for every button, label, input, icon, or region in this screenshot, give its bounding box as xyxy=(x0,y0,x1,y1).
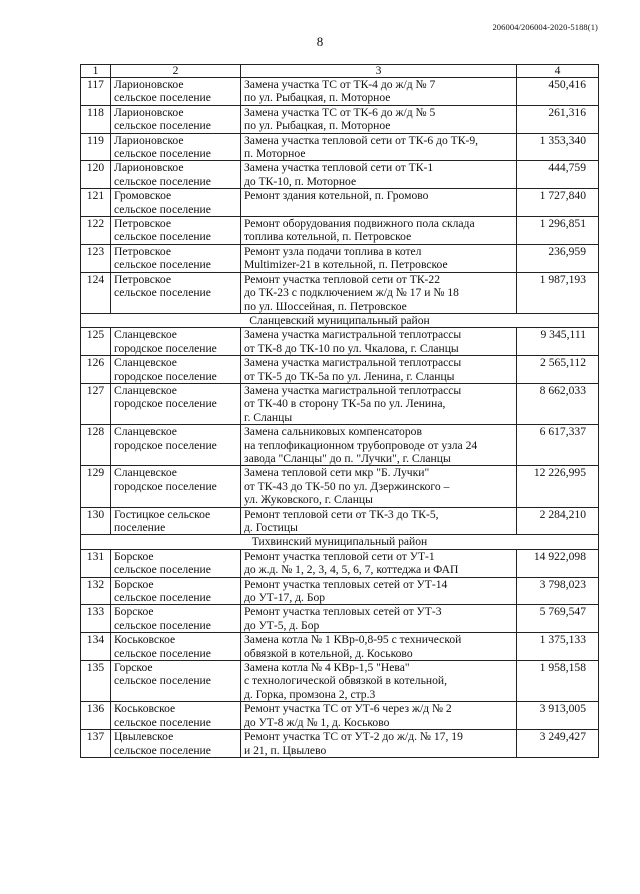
cell-line: сельское поселение xyxy=(114,646,211,660)
work-description-cell xyxy=(241,466,517,507)
cell-line: Ремонт участка ТС от УТ-6 через ж/д № 2 xyxy=(244,702,452,716)
cell-line: от ТК-43 до ТК-50 по ул. Дзержинского – xyxy=(244,479,450,493)
cell-line: городское поселение xyxy=(114,341,217,355)
settlement-cell xyxy=(111,605,241,633)
settlement-cell xyxy=(111,272,241,313)
header-col-3: 3 xyxy=(241,65,517,78)
cell-line: Ремонт узла подачи топлива в котел xyxy=(244,244,422,258)
row-number: 135 xyxy=(81,661,111,702)
cell-line: сельское поселение xyxy=(114,618,211,632)
cell-line: Ремонт здания котельной, п. Громово xyxy=(244,189,429,203)
row-number: 124 xyxy=(81,272,111,313)
row-number: 136 xyxy=(81,702,111,730)
cell-line: ул. Жуковского, г. Сланцы xyxy=(244,493,373,507)
cell-line: Замена сальниковых компенсаторов xyxy=(244,425,422,439)
cell-line: на теплофикационном трубопроводе от узла 24 xyxy=(244,438,478,452)
work-description-cell xyxy=(241,328,517,356)
row-number: 133 xyxy=(81,605,111,633)
cell-line: Замена участка ТС от ТК-4 до ж/д № 7 xyxy=(244,78,436,91)
amount-cell: 450,416 xyxy=(517,78,599,106)
cell-line: Замена котла № 1 КВр-0,8-95 с технической xyxy=(244,633,462,647)
cell-line: до ж.д. № 1, 2, 3, 4, 5, 6, 7, коттеджа и ФАП xyxy=(244,563,459,577)
cell-line: сельское поселение xyxy=(114,674,211,688)
cell-line: Громовское xyxy=(114,189,172,203)
cell-line: Борское xyxy=(114,577,154,591)
settlement-cell xyxy=(111,244,241,272)
row-number: 129 xyxy=(81,466,111,507)
settlement-cell xyxy=(111,702,241,730)
work-description-cell xyxy=(241,272,517,313)
cell-line: Петровское xyxy=(114,272,172,286)
table-row xyxy=(81,78,599,106)
cell-line: Ремонт участка тепловых сетей от УТ-3 xyxy=(244,605,442,619)
table-row xyxy=(81,661,599,702)
amount-cell: 3 249,427 xyxy=(517,730,599,758)
row-number: 127 xyxy=(81,383,111,424)
amount-cell: 2 284,210 xyxy=(517,507,599,535)
page-number: 8 xyxy=(316,34,324,49)
row-number: 121 xyxy=(81,189,111,217)
cell-line: до УТ-5, д. Бор xyxy=(244,618,320,632)
row-number: 130 xyxy=(81,507,111,535)
settlement-cell xyxy=(111,328,241,356)
row-number: 134 xyxy=(81,633,111,661)
document-id: 206004/206004-2020-5188(1) xyxy=(492,22,598,32)
work-description-cell xyxy=(241,730,517,758)
table-row xyxy=(81,217,599,245)
work-description-cell xyxy=(241,661,517,702)
settlement-cell xyxy=(111,383,241,424)
cell-line: Замена участка магистральной теплотрассы xyxy=(244,356,462,370)
row-number: 120 xyxy=(81,161,111,189)
cell-line: городское поселение xyxy=(114,369,217,383)
cell-line: Ларионовское xyxy=(114,161,184,175)
cell-line: с технологической обвязкой в котельной, xyxy=(244,674,447,688)
row-number: 118 xyxy=(81,105,111,133)
table-row xyxy=(81,702,599,730)
amount-cell: 1 987,193 xyxy=(517,272,599,313)
row-number: 128 xyxy=(81,425,111,466)
cell-line: Ремонт участка тепловой сети от УТ-1 xyxy=(244,549,435,563)
row-number: 117 xyxy=(81,78,111,106)
amount-cell: 1 727,840 xyxy=(517,189,599,217)
table-row xyxy=(81,633,599,661)
settlement-cell xyxy=(111,356,241,384)
cell-line: Сланцевское xyxy=(114,383,177,397)
cell-line: городское поселение xyxy=(114,438,217,452)
amount-cell: 9 345,111 xyxy=(517,328,599,356)
row-number: 119 xyxy=(81,133,111,161)
cell-line: Сланцевское xyxy=(114,466,177,480)
work-description-cell xyxy=(241,549,517,577)
table-row xyxy=(81,549,599,577)
cell-line: от ТК-40 в сторону ТК-5а по ул. Ленина, xyxy=(244,397,446,411)
amount-cell: 2 565,112 xyxy=(517,356,599,384)
cell-line: городское поселение xyxy=(114,397,217,411)
cell-line: от ТК-8 до ТК-10 по ул. Чкалова, г. Сланцы xyxy=(244,341,459,355)
cell-line: по ул. Рыбацкая, п. Моторное xyxy=(244,91,391,105)
table-row xyxy=(81,605,599,633)
cell-line: Замена участка магистральной теплотрассы xyxy=(244,328,462,342)
table-row xyxy=(81,466,599,507)
work-description-cell xyxy=(241,244,517,272)
table-row xyxy=(81,507,599,535)
cell-line: сельское поселение xyxy=(114,147,211,161)
table-row xyxy=(81,244,599,272)
amount-cell: 14 922,098 xyxy=(517,549,599,577)
cell-line: сельское поселение xyxy=(114,258,211,272)
cell-line: Ларионовское xyxy=(114,133,184,147)
cell-line: городское поселение xyxy=(114,479,217,493)
cell-line: Гостицкое сельское xyxy=(114,507,211,521)
work-description-cell xyxy=(241,105,517,133)
row-number: 123 xyxy=(81,244,111,272)
section-row xyxy=(81,313,599,327)
work-description-cell xyxy=(241,383,517,424)
cell-line: Ремонт участка тепловой сети от ТК-22 xyxy=(244,272,441,286)
table-row xyxy=(81,272,599,313)
work-description-cell xyxy=(241,702,517,730)
cell-line: сельское поселение xyxy=(114,286,211,300)
work-description-cell xyxy=(241,217,517,245)
work-description-cell xyxy=(241,356,517,384)
cell-line: до УТ-17, д. Бор xyxy=(244,591,326,605)
cell-line: Замена котла № 4 КВр-1,5 "Нева" xyxy=(244,661,410,675)
header-col-1: 1 xyxy=(81,65,111,78)
settlement-cell xyxy=(111,633,241,661)
amount-cell: 6 617,337 xyxy=(517,425,599,466)
cell-line: Замена участка магистральной теплотрассы xyxy=(244,383,462,397)
cell-line: Multimizer-21 в котельной, п. Петровское xyxy=(244,258,448,272)
amount-cell: 8 662,033 xyxy=(517,383,599,424)
cell-line: Коськовское xyxy=(114,633,176,647)
table-body xyxy=(81,65,599,758)
amount-cell: 1 375,133 xyxy=(517,633,599,661)
work-description-cell xyxy=(241,189,517,217)
cell-line: завода "Сланцы" до п. "Лучки", г. Сланцы xyxy=(244,451,451,465)
amount-cell: 5 769,547 xyxy=(517,605,599,633)
cell-line: Сланцевское xyxy=(114,356,177,370)
section-title: Сланцевский муниципальный район xyxy=(81,313,599,327)
cell-line: сельское поселение xyxy=(114,230,211,244)
settlement-cell xyxy=(111,661,241,702)
cell-line: сельское поселение xyxy=(114,174,211,188)
cell-line: поселение xyxy=(114,521,166,534)
amount-cell: 3 913,005 xyxy=(517,702,599,730)
cell-line: от ТК-5 до ТК-5а по ул. Ленина, г. Сланцы xyxy=(244,369,455,383)
cell-line: топлива котельной, п. Петровское xyxy=(244,230,412,244)
settlement-cell xyxy=(111,730,241,758)
work-description-cell xyxy=(241,161,517,189)
settlement-cell xyxy=(111,466,241,507)
settlement-cell xyxy=(111,549,241,577)
cell-line: Ларионовское xyxy=(114,78,184,91)
settlement-cell xyxy=(111,425,241,466)
cell-line: Сланцевское xyxy=(114,425,177,439)
work-description-cell xyxy=(241,507,517,535)
cell-line: Борское xyxy=(114,605,154,619)
table-row xyxy=(81,425,599,466)
header-row xyxy=(81,65,599,78)
settlement-cell xyxy=(111,105,241,133)
cell-line: Ремонт оборудования подвижного пола склада xyxy=(244,217,475,231)
table-row xyxy=(81,133,599,161)
cell-line: Замена участка ТС от ТК-6 до ж/д № 5 xyxy=(244,105,436,119)
settlement-cell xyxy=(111,189,241,217)
cell-line: до УТ-8 ж/д № 1, д. Коськово xyxy=(244,715,390,729)
cell-line: Коськовское xyxy=(114,702,176,716)
works-table xyxy=(80,64,599,758)
cell-line: до ТК-23 с подключением ж/д № 17 и № 18 xyxy=(244,286,459,300)
section-row xyxy=(81,535,599,549)
amount-cell: 444,759 xyxy=(517,161,599,189)
cell-line: по ул. Шоссейная, п. Петровское xyxy=(244,299,407,313)
amount-cell: 236,959 xyxy=(517,244,599,272)
cell-line: Ремонт участка ТС от УТ-2 до ж/д. № 17, 19 xyxy=(244,730,463,744)
cell-line: Борское xyxy=(114,549,154,563)
cell-line: до ТК-10, п. Моторное xyxy=(244,174,357,188)
cell-line: Замена участка тепловой сети от ТК-6 до ТК-9, xyxy=(244,133,479,147)
cell-line: сельское поселение xyxy=(114,119,211,133)
settlement-cell xyxy=(111,78,241,106)
cell-line: Ремонт участка тепловых сетей от УТ-14 xyxy=(244,577,448,591)
cell-line: Сланцевское xyxy=(114,328,177,342)
table-row xyxy=(81,189,599,217)
amount-cell: 1 353,340 xyxy=(517,133,599,161)
cell-line: г. Сланцы xyxy=(244,410,293,424)
amount-cell: 261,316 xyxy=(517,105,599,133)
header-col-4: 4 xyxy=(517,65,599,78)
table-row xyxy=(81,577,599,605)
cell-line: сельское поселение xyxy=(114,202,211,216)
cell-line: Петровское xyxy=(114,217,172,231)
work-description-cell xyxy=(241,577,517,605)
work-description-cell xyxy=(241,633,517,661)
row-number: 125 xyxy=(81,328,111,356)
cell-line: Петровское xyxy=(114,244,172,258)
settlement-cell xyxy=(111,577,241,605)
work-description-cell xyxy=(241,78,517,106)
cell-line: сельское поселение xyxy=(114,91,211,105)
table-row xyxy=(81,356,599,384)
amount-cell: 12 226,995 xyxy=(517,466,599,507)
cell-line: Ларионовское xyxy=(114,105,184,119)
cell-line: сельское поселение xyxy=(114,563,211,577)
cell-line: д. Гостицы xyxy=(244,521,298,534)
header-col-2: 2 xyxy=(111,65,241,78)
amount-cell: 1 958,158 xyxy=(517,661,599,702)
cell-line: сельское поселение xyxy=(114,591,211,605)
cell-line: сельское поселение xyxy=(114,715,211,729)
cell-line: Ремонт тепловой сети от ТК-3 до ТК-5, xyxy=(244,507,439,521)
row-number: 126 xyxy=(81,356,111,384)
table-row xyxy=(81,105,599,133)
settlement-cell xyxy=(111,507,241,535)
table-row xyxy=(81,730,599,758)
settlement-cell xyxy=(111,161,241,189)
cell-line: Горское xyxy=(114,661,153,675)
work-description-cell xyxy=(241,133,517,161)
table-row xyxy=(81,328,599,356)
section-title: Тихвинский муниципальный район xyxy=(81,535,599,549)
cell-line: сельское поселение xyxy=(114,743,211,757)
cell-line: д. Горка, промзона 2, стр.3 xyxy=(244,687,376,701)
table-row xyxy=(81,161,599,189)
cell-line: п. Моторное xyxy=(244,147,306,161)
settlement-cell xyxy=(111,217,241,245)
table-row xyxy=(81,383,599,424)
cell-line: Замена тепловой сети мкр "Б. Лучки" xyxy=(244,466,430,480)
cell-line: Замена участка тепловой сети от ТК-1 xyxy=(244,161,434,175)
amount-cell: 3 798,023 xyxy=(517,577,599,605)
cell-line: и 21, п. Цвылево xyxy=(244,743,327,757)
row-number: 131 xyxy=(81,549,111,577)
amount-cell: 1 296,851 xyxy=(517,217,599,245)
settlement-cell xyxy=(111,133,241,161)
work-description-cell xyxy=(241,605,517,633)
cell-line: Цвылевское xyxy=(114,730,174,744)
row-number: 137 xyxy=(81,730,111,758)
row-number: 122 xyxy=(81,217,111,245)
cell-line: обвязкой в котельной, д. Коськово xyxy=(244,646,413,660)
work-description-cell xyxy=(241,425,517,466)
row-number: 132 xyxy=(81,577,111,605)
cell-line: по ул. Рыбацкая, п. Моторное xyxy=(244,119,391,133)
